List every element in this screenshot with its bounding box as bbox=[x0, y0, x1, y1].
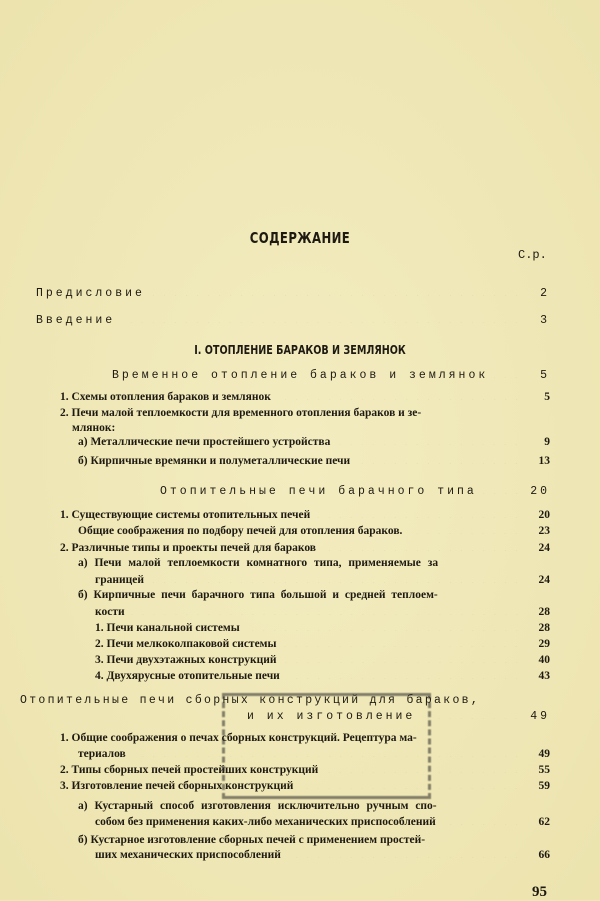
toc-entry bbox=[60, 390, 550, 405]
dot-leader bbox=[277, 390, 522, 400]
library-stamp bbox=[222, 693, 431, 799]
dot-leader bbox=[282, 637, 522, 647]
entry-text: б) Кустарное изготовление сборных печей с применением простей- bbox=[78, 834, 426, 846]
section-text: Отопительные печи барачного типа bbox=[160, 485, 477, 498]
entry-page: 55 bbox=[538, 764, 550, 776]
toc-entry bbox=[95, 573, 550, 588]
entry-text: а) Металлические печи простейшего устройства bbox=[78, 436, 331, 448]
entry-text: 4. Двухярусные отопительные печи bbox=[95, 670, 280, 682]
dot-leader bbox=[483, 484, 522, 494]
dot-leader bbox=[121, 313, 522, 323]
entry-page: 43 bbox=[538, 670, 550, 682]
entry-text: 1. Печи канальной системы bbox=[95, 622, 240, 634]
dot-leader bbox=[336, 435, 522, 445]
dot-leader bbox=[131, 605, 522, 615]
entry-text: 2. Типы сборных печей простейших конструкций bbox=[60, 764, 319, 776]
entry-text: ших механических приспособлений bbox=[95, 849, 281, 861]
entry-text: б) Кирпичные печи барачного типа большой и средней теплоем- bbox=[78, 589, 438, 601]
entry-page: 49 bbox=[538, 748, 550, 760]
entry-page: 66 bbox=[538, 849, 550, 861]
section-text: Временное отопление бараков и землянок bbox=[112, 369, 489, 382]
entry-text: териалов bbox=[78, 748, 126, 760]
toc-entry bbox=[36, 313, 550, 328]
entry-page: 23 bbox=[538, 525, 550, 537]
entry-page: 20 bbox=[538, 509, 550, 521]
entry-page: 5 bbox=[544, 391, 550, 403]
dot-leader bbox=[287, 848, 522, 858]
entry-text: собом без применения каких-либо механических приспособлений bbox=[95, 816, 436, 828]
entry-page: 5 bbox=[540, 369, 550, 382]
entry-page: 2 bbox=[540, 287, 550, 300]
entry-text: 3. Изготовление печей сборных конструкций bbox=[60, 780, 294, 792]
entry-text: 2. Печи малой теплоемкости для временного отопления бараков и зе- bbox=[60, 407, 422, 419]
dot-leader bbox=[151, 286, 522, 296]
dot-leader bbox=[408, 524, 522, 534]
dot-leader bbox=[421, 709, 522, 719]
section-text: и их изготовление bbox=[247, 710, 416, 723]
entry-page: 20 bbox=[530, 485, 550, 498]
entry-text: Предисловие bbox=[36, 287, 145, 300]
entry-text: а) Кустарный способ изготовления исключительно ручным спо- bbox=[78, 800, 437, 812]
dot-leader bbox=[356, 454, 522, 464]
toc-entry bbox=[95, 669, 550, 684]
toc-entry bbox=[95, 637, 550, 652]
page-number: 95 bbox=[532, 884, 547, 900]
toc-entry bbox=[78, 435, 550, 450]
section-title: Отопительные печи сборных конструкций для бараков, bbox=[20, 694, 481, 707]
entry-text: Общие соображения по подбору печей для отопления бараков. bbox=[78, 525, 403, 537]
entry-page: 40 bbox=[538, 654, 550, 666]
toc-entry bbox=[95, 653, 550, 668]
entry-page: 9 bbox=[544, 436, 550, 448]
entry-text: Введение bbox=[36, 314, 116, 327]
entry-text: б) Кирпичные времянки и полуметаллические печи bbox=[78, 455, 351, 467]
entry-text: 3. Печи двухэтажных конструкций bbox=[95, 654, 277, 666]
toc-entry bbox=[78, 454, 550, 469]
toc-entry bbox=[95, 815, 550, 830]
dot-leader bbox=[316, 508, 522, 518]
dot-leader bbox=[150, 573, 522, 583]
dot-leader bbox=[494, 368, 522, 378]
entry-text: 1. Схемы отопления бараков и землянок bbox=[60, 391, 271, 403]
entry-page: 28 bbox=[538, 606, 550, 618]
toc-entry bbox=[60, 508, 550, 523]
dot-leader bbox=[283, 653, 522, 663]
toc-entry bbox=[36, 286, 550, 301]
dot-leader bbox=[442, 815, 522, 825]
dot-leader bbox=[246, 621, 522, 631]
section-title bbox=[112, 368, 550, 383]
entry-page: 49 bbox=[530, 710, 550, 723]
part-heading: I. ОТОПЛЕНИЕ БАРАКОВ И ЗЕМЛЯНОК bbox=[194, 343, 406, 357]
entry-page: 13 bbox=[538, 455, 550, 467]
entry-text: 2. Печи мелкоколпаковой системы bbox=[95, 638, 277, 650]
entry-page: 28 bbox=[538, 622, 550, 634]
entry-text: млянок: bbox=[72, 422, 116, 434]
entry-text: а) Печи малой теплоемкости комнатного типа, применяемые за bbox=[78, 557, 439, 569]
entry-page: 62 bbox=[538, 816, 550, 828]
dot-leader bbox=[286, 669, 522, 679]
page-column-label: С.р. bbox=[518, 248, 547, 262]
entry-text: 1. Общие соображения о печах сборных конструкций. Рецептура ма- bbox=[60, 732, 417, 744]
entry-text: 1. Существующие системы отопительных печей bbox=[60, 509, 311, 521]
entry-page: 3 bbox=[540, 314, 550, 327]
section-title bbox=[160, 484, 550, 499]
toc-entry bbox=[95, 621, 550, 636]
entry-text: кости bbox=[95, 606, 125, 618]
toc-entry bbox=[95, 605, 550, 620]
entry-text: 2. Различные типы и проекты печей для бараков bbox=[60, 542, 316, 554]
toc-entry bbox=[95, 848, 550, 863]
toc-entry bbox=[60, 541, 550, 556]
dot-leader bbox=[322, 541, 522, 551]
toc-entry bbox=[78, 524, 550, 539]
entry-page: 24 bbox=[538, 574, 550, 586]
entry-page: 24 bbox=[538, 542, 550, 554]
page-title: СОДЕРЖАНИЕ bbox=[249, 229, 351, 247]
entry-text: границей bbox=[95, 574, 144, 586]
entry-page: 59 bbox=[538, 780, 550, 792]
entry-page: 29 bbox=[538, 638, 550, 650]
